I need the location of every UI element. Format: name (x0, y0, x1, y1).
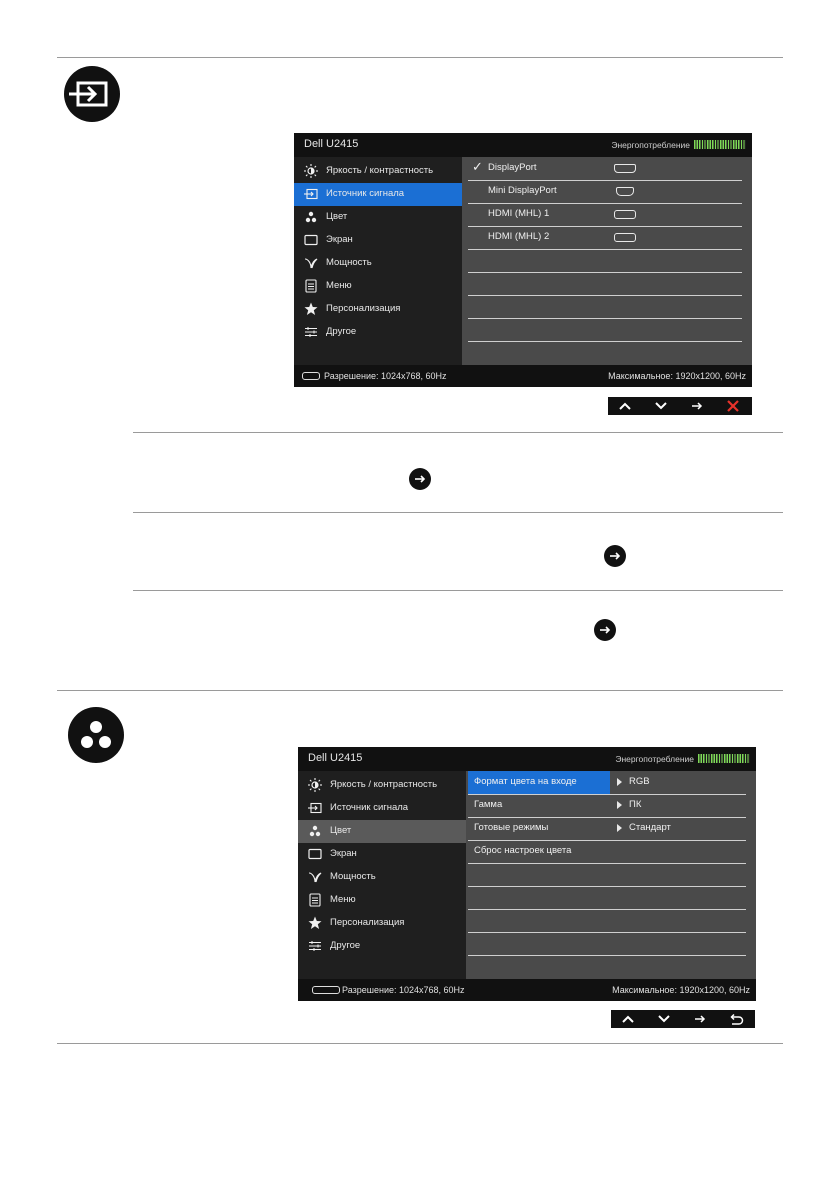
menu-item-label: Экран (330, 848, 357, 859)
displayport-icon (614, 164, 636, 173)
menu-item-label: Источник сигнала (326, 188, 405, 199)
brightness-icon (304, 164, 318, 178)
up-icon (615, 1010, 641, 1028)
submenu-label: Готовые режимы (474, 822, 549, 833)
osd-button-bar (608, 397, 752, 415)
enter-button[interactable] (687, 1010, 713, 1028)
option-label: Mini DisplayPort (488, 185, 557, 196)
menu-item-others[interactable] (294, 321, 462, 344)
osd-option-list (468, 157, 742, 365)
osd-title: Dell U2415 (304, 138, 359, 150)
star-icon (308, 916, 322, 930)
menu-item-label: Источник сигнала (330, 802, 409, 813)
max-resolution: Максимальное: 1920x1200, 60Hz (612, 985, 750, 995)
submenu-value: ПК (629, 799, 642, 810)
section-divider (133, 590, 783, 591)
others-icon (304, 325, 318, 339)
menu-item-label: Персонализация (326, 303, 401, 314)
section-divider (57, 1043, 783, 1044)
osd-main-menu (294, 157, 462, 365)
submenu-row[interactable] (468, 794, 746, 818)
option-row[interactable] (468, 157, 742, 181)
option-label: DisplayPort (488, 162, 537, 173)
menu-item-others[interactable] (298, 935, 466, 958)
submenu-label-cell (468, 817, 610, 840)
osd-button-bar (611, 1010, 755, 1028)
submenu-label-cell (468, 771, 610, 794)
option-row[interactable] (468, 203, 742, 227)
caret-right-icon (617, 824, 622, 832)
menu-item-input-source[interactable] (298, 797, 466, 820)
input-source-icon (304, 187, 318, 201)
empty-row (468, 909, 746, 933)
brightness-icon (308, 778, 322, 792)
back-icon (723, 1010, 749, 1028)
energy-meter (694, 140, 746, 149)
osd-input-source (294, 133, 752, 387)
menu-item-label: Мощность (326, 257, 372, 268)
menu-item-label: Меню (330, 894, 356, 905)
menu-item-power[interactable] (298, 866, 466, 889)
up-icon (612, 397, 638, 415)
up-button[interactable] (615, 1010, 641, 1028)
star-icon (304, 302, 318, 316)
submenu-label: Сброс настроек цвета (474, 845, 572, 856)
empty-row (468, 863, 746, 887)
section-divider (133, 432, 783, 433)
color-icon (68, 707, 124, 763)
option-label: HDMI (MHL) 1 (488, 208, 550, 219)
menu-icon (304, 279, 318, 293)
display-icon (308, 847, 322, 861)
caret-right-icon (617, 801, 622, 809)
menu-item-label: Персонализация (330, 917, 405, 928)
menu-item-input-source[interactable] (294, 183, 462, 206)
hdmi-icon (614, 210, 636, 219)
osd-titlebar (298, 747, 756, 771)
color-icon (308, 824, 322, 838)
menu-item-color[interactable] (298, 820, 466, 843)
menu-item-display[interactable] (298, 843, 466, 866)
submenu-row[interactable] (468, 840, 746, 864)
energy-meter (698, 754, 750, 763)
osd-statusbar (294, 365, 752, 387)
menu-item-label: Цвет (326, 211, 348, 222)
menu-item-label: Экран (326, 234, 353, 245)
section-divider (133, 512, 783, 513)
osd-titlebar (294, 133, 752, 157)
menu-item-power[interactable] (294, 252, 462, 275)
menu-item-label: Яркость / контрастность (326, 165, 434, 176)
osd-statusbar (298, 979, 756, 1001)
section-divider (57, 690, 783, 691)
down-icon (648, 397, 674, 415)
menu-item-star[interactable] (298, 912, 466, 935)
menu-item-label: Яркость / контрастность (330, 779, 438, 790)
max-resolution: Максимальное: 1920x1200, 60Hz (608, 371, 746, 381)
option-row[interactable] (468, 226, 742, 250)
down-button[interactable] (648, 397, 674, 415)
close-button[interactable] (720, 397, 746, 415)
power-icon (308, 870, 322, 884)
submenu-row[interactable] (468, 817, 746, 841)
submenu-value: Стандарт (629, 822, 671, 833)
menu-item-color[interactable] (294, 206, 462, 229)
power-icon (304, 256, 318, 270)
input-source-icon (64, 66, 120, 122)
empty-row (468, 886, 746, 910)
menu-item-star[interactable] (294, 298, 462, 321)
empty-row (468, 249, 742, 273)
menu-item-brightness[interactable] (298, 774, 466, 797)
up-button[interactable] (612, 397, 638, 415)
enter-button[interactable] (684, 397, 710, 415)
menu-item-label: Другое (330, 940, 361, 951)
arrow-right-icon (604, 545, 626, 567)
close-icon (720, 397, 746, 415)
menu-item-label: Меню (326, 280, 352, 291)
empty-row (468, 295, 742, 319)
down-button[interactable] (651, 1010, 677, 1028)
check-icon: ✓ (472, 159, 483, 174)
hdmi-icon (614, 233, 636, 242)
option-row[interactable] (468, 180, 742, 204)
input-source-icon (308, 801, 322, 815)
arrow-right-icon (409, 468, 431, 490)
submenu-label: Формат цвета на входе (474, 776, 577, 787)
back-button[interactable] (723, 1010, 749, 1028)
menu-item-label: Цвет (330, 825, 352, 836)
energy-label: Энергопотребление (611, 140, 690, 150)
submenu-label-cell (468, 840, 610, 863)
menu-item-label: Мощность (330, 871, 376, 882)
osd-main-menu (298, 771, 466, 979)
submenu-row[interactable] (468, 771, 746, 795)
osd-color (298, 747, 756, 1001)
menu-item-menu[interactable] (294, 275, 462, 298)
empty-row (468, 318, 742, 342)
resolution-icon (302, 372, 320, 380)
menu-item-menu[interactable] (298, 889, 466, 912)
section-divider (57, 57, 783, 58)
menu-item-display[interactable] (294, 229, 462, 252)
color-icon (304, 210, 318, 224)
current-resolution: Разрешение: 1024x768, 60Hz (342, 985, 465, 995)
submenu-label: Гамма (474, 799, 503, 810)
current-resolution: Разрешение: 1024x768, 60Hz (324, 371, 447, 381)
down-icon (651, 1010, 677, 1028)
menu-item-label: Другое (326, 326, 357, 337)
mini-displayport-icon (616, 187, 634, 196)
arrow-right-icon (594, 619, 616, 641)
empty-row (468, 932, 746, 956)
display-icon (304, 233, 318, 247)
enter-icon (687, 1010, 713, 1028)
resolution-icon (312, 986, 340, 994)
others-icon (308, 939, 322, 953)
energy-label: Энергопотребление (615, 754, 694, 764)
osd-title: Dell U2415 (308, 752, 363, 764)
empty-row (468, 272, 742, 296)
osd-submenu-list (468, 771, 746, 979)
enter-icon (684, 397, 710, 415)
caret-right-icon (617, 778, 622, 786)
menu-icon (308, 893, 322, 907)
submenu-label-cell (468, 794, 610, 817)
menu-item-brightness[interactable] (294, 160, 462, 183)
option-label: HDMI (MHL) 2 (488, 231, 550, 242)
submenu-value: RGB (629, 776, 650, 787)
